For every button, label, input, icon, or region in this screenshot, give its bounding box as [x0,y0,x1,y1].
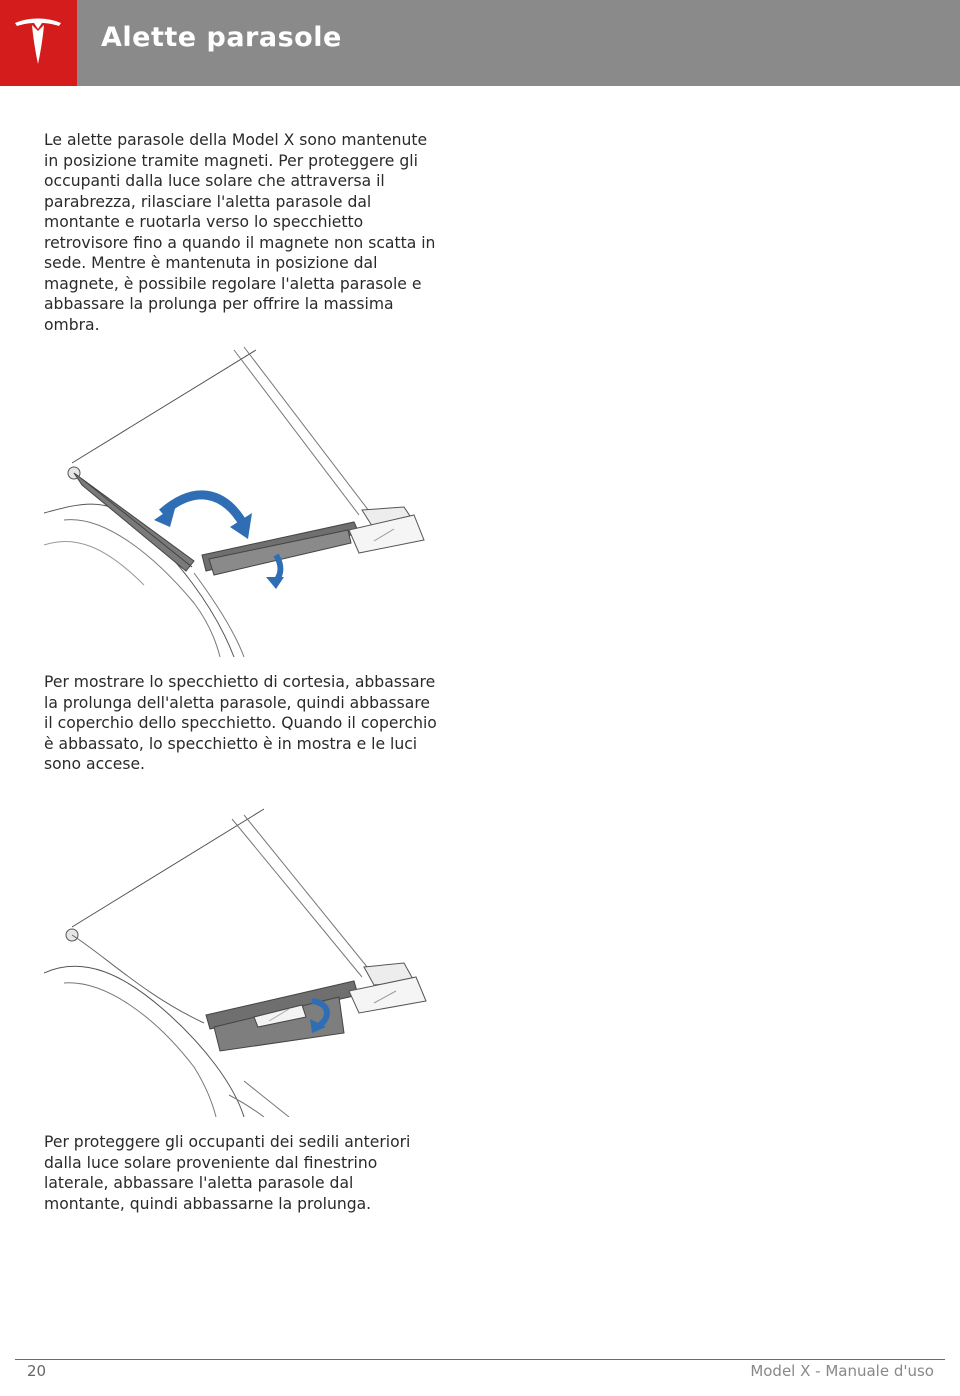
logo-box [0,0,77,86]
footer-divider [15,1359,945,1360]
footer-document-title: Model X - Manuale d'uso [750,1362,934,1380]
paragraph-side-window: Per proteggere gli occupanti dei sedili anteriori dalla luce solare proveniente dal finestrino laterale, abbassare l'aletta parasole dal montante, quindi abbassarne la prolunga. [44,1133,411,1213]
figure-sun-visor-rotate [44,345,439,661]
paragraph-vanity-mirror: Per mostrare lo specchietto di cortesia, abbassare la prolunga dell'aletta parasole, quindi abbassare il coperchio dello specchietto. Quando il coperchio è abbassato, lo specchietto è in mostra e le luci sono accese. [44,673,437,773]
page-number: 20 [27,1362,47,1380]
figure-vanity-mirror [44,805,439,1121]
tesla-logo-icon [13,16,63,70]
header-bar [0,0,960,86]
paragraph-visor-magnets: Le alette parasole della Model X sono mantenute in posizione tramite magneti. Per proteggere gli occupanti dalla luce solare che attraversa il parabrezza, rilasciare l'aletta parasole dal montante e ruotarla verso lo specchietto retrovisore fino a quando il magnete non scatta in sede. Mentre è mantenuta in posizione dal magnete, è possibile regolare l'aletta parasole e abbassare la prolunga per offrire la massima ombra. [44,131,436,334]
page-title: Alette parasole [101,22,342,53]
